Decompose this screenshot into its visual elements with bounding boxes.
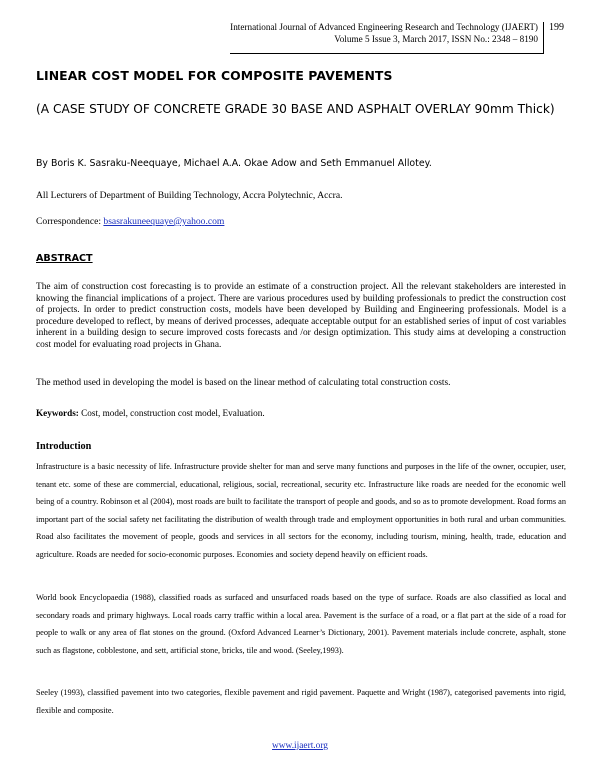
correspondence-label: Correspondence:: [36, 216, 104, 227]
journal-name: International Journal of Advanced Engineering Research and Technology (IJAERT): [230, 22, 538, 32]
abstract-body: The aim of construction cost forecasting is to provide an estimate of a construction project. All the relevant stakeholders are interested in knowing the financial implications of a project. There are various procedures used by building professionals to predict the construction cost of projects. In order to predict construction costs, models have been developed by Building and Engineering professionals. Model is a procedure developed to reflect, by means of derived processes, adequate acceptable output for an established series of input of cost variables inherent in a building design to secure improved costs forecasts and /or design optimization. This study aims at developing a construction cost model for evaluating road projects in Ghana.: [36, 282, 566, 350]
keywords-label: Keywords:: [36, 408, 79, 418]
correspondence: [36, 216, 576, 227]
page-number: 199: [543, 22, 564, 54]
keywords: [36, 408, 566, 418]
abstract-method: The method used in developing the model is based on the linear method of calculating total construction costs.: [36, 378, 451, 388]
issue-info: Volume 5 Issue 3, March 2017, ISSN No.: 2348 – 8190: [334, 33, 538, 44]
introduction-heading: Introduction: [36, 441, 92, 452]
introduction-paragraph-3: Seeley (1993), classified pavement into two categories, flexible pavement and rigid pavement. Paquette and Wright (1987), categorised pavements into rigid, flexible and composite.: [36, 688, 566, 715]
page-footer: [0, 741, 600, 751]
introduction-paragraph-1: Infrastructure is a basic necessity of life. Infrastructure provide shelter for man and serve many functions and purposes in the life of the owner, occupier, user, tenant etc. some of these are commercial, educational, religious, social, recreational, security etc. Infrastructure like roads are needed for the economic well being of a country. Robinson et al (2004), most roads are built to facilitate the transport of people and goods, and so as to promote development. Road forms an important part of the social safety net facilitating the distribution of wealth through trade and employment opportunities in both rural and urban communities. Road also facilitates the movement of people, goods and services in all sectors for the economy, including tourism, mining, health, trade, education and agriculture. Roads are needed for socio-economic purposes. Economies and society depend heavily on efficient roads.: [36, 462, 566, 559]
journal-website-link[interactable]: www.ijaert.org: [272, 741, 328, 751]
journal-header-lines: [230, 22, 543, 54]
affiliation: All Lecturers of Department of Building Technology, Accra Polytechnic, Accra.: [36, 190, 343, 201]
abstract-heading: ABSTRACT: [36, 253, 93, 264]
paper-subtitle: (A CASE STUDY OF CONCRETE GRADE 30 BASE AND ASPHALT OVERLAY 90mm Thick): [36, 102, 555, 116]
authors: By Boris K. Sasraku-Neequaye, Michael A.A. Okae Adow and Seth Emmanuel Allotey.: [36, 158, 432, 169]
keywords-text: Cost, model, construction cost model, Evaluation.: [78, 408, 265, 418]
correspondence-email-link[interactable]: bsasrakuneequaye@yahoo.com: [103, 216, 225, 227]
paper-title: LINEAR COST MODEL FOR COMPOSITE PAVEMENTS: [36, 68, 393, 83]
journal-header: [230, 22, 564, 54]
introduction-paragraph-2: World book Encyclopaedia (1988), classified roads as surfaced and unsurfaced roads based on the type of surface. Roads are also classified as local and secondary roads and primary highways. Local roads carry traffic within a local area. Pavement is the surface of a road, or a flat part at the side of a road for people to walk or any area of flat stones on the ground. (Oxford Advanced Learner’s Dictionary, 2001). Pavement materials include concrete, asphalt, stone such as flagstone, cobblestone, and sett, artificial stone, bricks, tile and wood. (Seeley,1993).: [36, 593, 566, 655]
